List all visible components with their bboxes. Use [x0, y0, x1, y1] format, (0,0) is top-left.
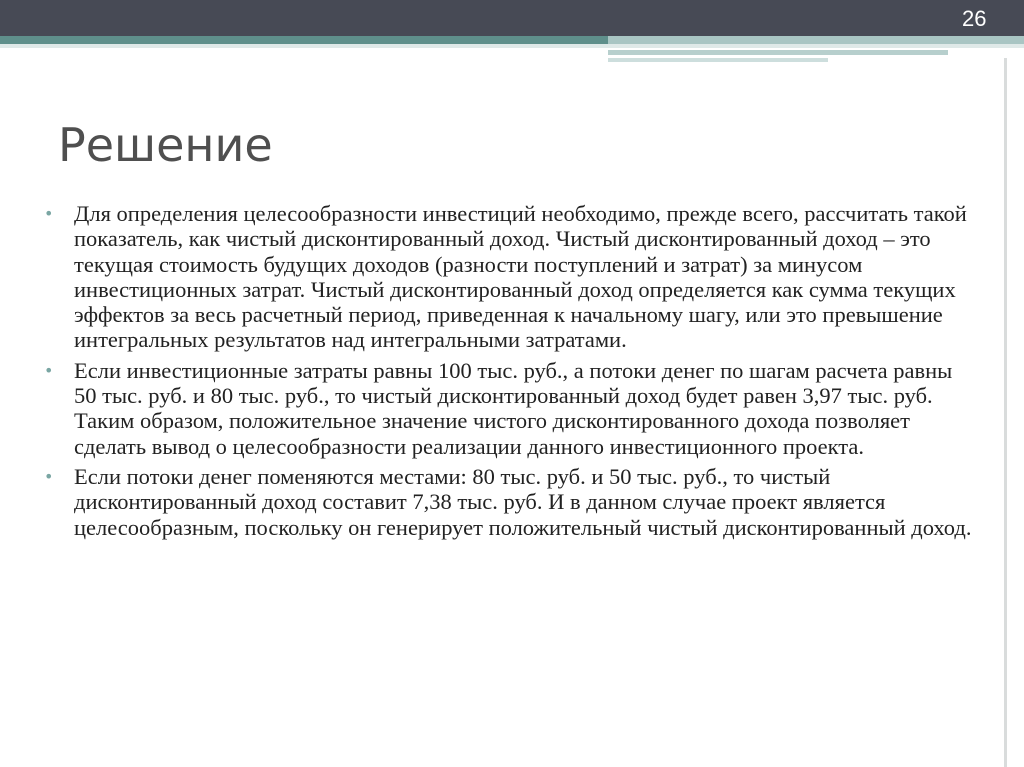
bullet-text: Если инвестиционные затраты равны 100 тыс. руб., а потоки денег по шагам расчета равны 50 тыс. руб. и 80 тыс. руб., то чистый дисконтированный доход будет равен 3,97 тыс. руб. Таким образом, положительное значение чистого дисконтированного дохода позволяет сделать вывод о целесообразности реализации данного инвестиционного проекта. [74, 357, 953, 459]
header-bar [0, 0, 1024, 36]
header-thin-stripe [608, 50, 948, 55]
bullet-text: Если потоки денег поменяются местами: 80 тыс. руб. и 50 тыс. руб., то чистый дисконтированный доход составит 7,38 тыс. руб. И в данном случае проект является целесообразным, поскольку он генерирует положительный чистый дисконтированный доход. [74, 463, 972, 540]
bullet-list [44, 201, 974, 545]
header-light-stripe [0, 44, 1024, 48]
slide-title: Решение [58, 118, 273, 172]
bullet-text: Для определения целесообразности инвестиций необходимо, прежде всего, рассчитать такой показатель, как чистый дисконтированный доход. Чистый дисконтированный доход – это текущая стоимость будущих доходов (разности поступлений и затрат) за минусом инвестиционных затрат. Чистый дисконтированный доход определяется как сумма текущих эффектов за весь расчетный период, приведенная к начальному шагу, или это превышение интегральных результатов над интегральными затратами. [74, 201, 967, 353]
slide-number: 26 [962, 6, 987, 31]
bullet-item [44, 201, 974, 353]
bullet-icon: • [44, 466, 54, 486]
page-edge-shadow [1004, 58, 1007, 767]
bullet-icon: • [44, 204, 54, 223]
header-accent-block [608, 36, 1024, 44]
bullet-item [44, 464, 974, 540]
header-thin-stripe-2 [608, 58, 828, 62]
bullet-icon: • [44, 360, 54, 380]
bullet-item [44, 358, 974, 459]
